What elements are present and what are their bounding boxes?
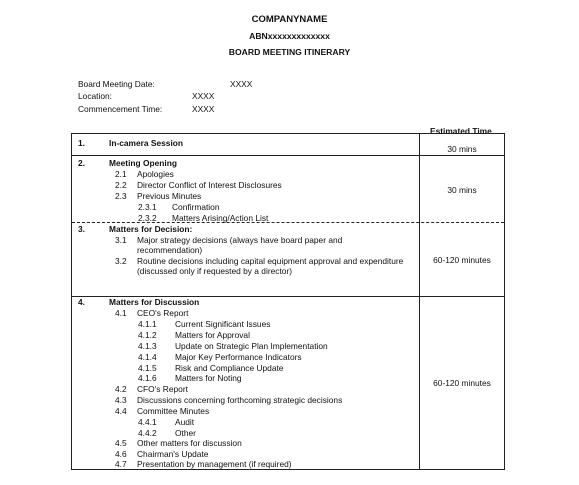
itinerary-table: 1. In-camera Session 30 mins 2. Meeting Opening 2.1 Apologies 2.2 Director Conflict of Interest Disclosures 2.3 Previous Minutes 2.3.1 Confirmation 2.3.2 Matters Arising/Action List 30 mins 3. Matters for Decision: 3.1 Major strategy decisions (always have board paper and recommendation) 3.2 Routine decisions including capital equipment approval and expenditure (discussed only if requested by a director) 60-120 minutes 4. Matters for Discussion 4.1 CEO's Report 4.1.1 Current Significant Issues 4.1.2 Matters for Approval 4.1.3 Update on Strategic Plan Implementation 4.1.4 Major Key Performance Indicators 4.1.5 Risk and Compliance Update 4.1.6 Matters for Noting 4.2 CFO's Report 4.3 Discussions concerning forthcoming strategic decisions 4.4 Committee Minutes 4.4.1 Audit 4.4.2 Other 4.5 Other matters for discussion 4.6 Chairman's Update 4.7 Presentation by management (if required) 60-120 minutes xyxy=(71,133,505,470)
section-title: In-camera Session xyxy=(109,138,184,148)
estimated-time-value: 30 mins xyxy=(447,185,477,195)
meeting-date-label: Board Meeting Date: xyxy=(78,79,155,89)
section-title: Matters for Discussion xyxy=(109,297,200,307)
estimated-time-value: 30 mins xyxy=(447,144,477,154)
estimated-time-value: 60-120 minutes xyxy=(433,255,491,265)
section-number: 3. xyxy=(78,224,85,234)
section-title: Matters for Decision: xyxy=(109,224,193,234)
abn-line: ABNxxxxxxxxxxxxx xyxy=(249,31,330,41)
document-title: BOARD MEETING ITINERARY xyxy=(228,47,351,57)
location-value: XXXX xyxy=(192,91,215,101)
section-title: Meeting Opening xyxy=(109,158,177,168)
section-number: 1. xyxy=(78,138,85,148)
meeting-date-value: XXXX xyxy=(230,79,253,89)
commencement-value: XXXX xyxy=(192,104,215,114)
location-label: Location: xyxy=(78,91,112,101)
estimated-time-value: 60-120 minutes xyxy=(433,378,491,388)
section-number: 2. xyxy=(78,158,85,168)
section-number: 4. xyxy=(78,297,85,307)
estimated-time-header: Estimated Time xyxy=(430,126,492,136)
company-name: COMPANYNAME xyxy=(251,14,328,25)
commencement-label: Commencement Time: xyxy=(78,104,163,114)
row-divider xyxy=(72,155,504,156)
row-divider xyxy=(72,222,504,223)
